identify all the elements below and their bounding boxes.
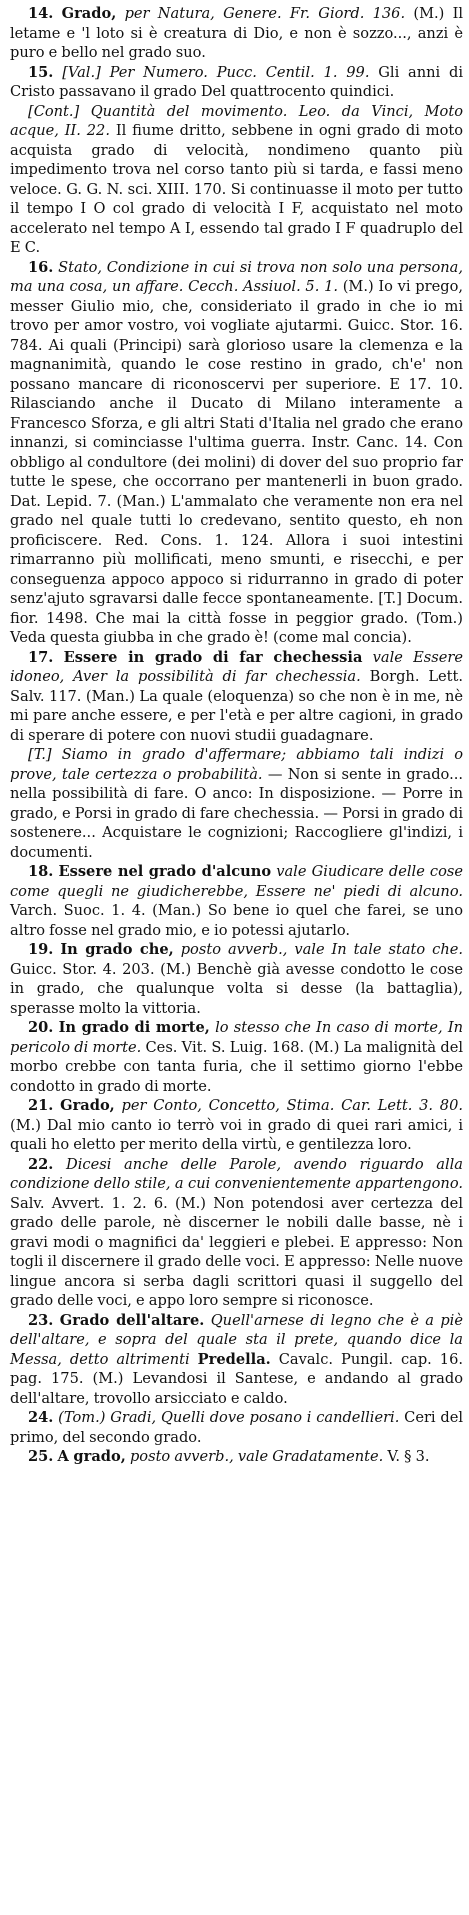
entry-headword: In grado che, [60,941,174,958]
entry-body: V. § 3. [387,1448,430,1465]
entry-definition: Dicesi anche delle Parole, avendo riguardo alla condizione dello stile, a cui convenientemente appartengono. [10,1155,464,1192]
entry-body: Il fiume dritto, sebbene in ogni grado di moto acquista grado di velocità, nondimeno quanto più impedimento trova nel corso tanto più si tarda, e fassi meno veloce. G. G. N. sci. XIII. 170. Si continuasse il moto per tutto il tempo I O col grado di velocità I F, acquistato nel moto accelerato nel tempo A I, essendo tal grado I F quadruplo del E C. [10,122,464,256]
entry-14 [10,4,463,63]
entry-number: 17. [28,648,54,666]
entry-number: 19. [28,941,54,958]
entry-number: 25. [28,1448,54,1465]
entry-number: 14. [28,5,54,22]
entry-body: (M.) Io vi prego, messer Giulio mio, che, consideriato il grado in che io mi trovo per amor vostro, voi vogliate ajutarmi. Guicc. Stor. 16. 784. Ai quali (Principi) sarà glorioso usare la clemenza e la magnanimità, quando le cose restino in grado, ch'e' non possano mancare di riconoscervi per superiore. E 17. 10. Rilasciando anche il Ducato di Milano interamente a Francesco Sforza, e gli altri Stati d'Italia nel grado che erano innanzi, si cominciasse l'ultima guerra. Instr. Canc. 14. Con obbligo al condultore (dei molini) di dover del suo proprio far tutte le spese, che occorrano per mantenerli in buon grado. Dat. Lepid. 7. (Man.) L'ammalato che veramente non era nel grado nel quale tutti lo credevano, sentito questo, eh non proficiscere. Red. Cons. 1. 124. Allora i suoi intestini rimarranno più mollificati, meno smunti, e risecchi, e per conseguenza appoco appoco si ridurranno in grado di poter senz'ajuto sgravarsi dalle fecce spontaneamente. [T.] Docum. fior. 1498. Che mai la città fosse in peggior grado. (Tom.) Veda questa giubba in che grado è! (come mal concia). [10,278,463,646]
entry-headword: A grado, [57,1448,126,1465]
entry-body: (M.) Il letame e 'l loto si è creatura di Dio, e non è sozzo..., anzi è puro e bello nel grado suo. [10,5,464,61]
entry-17 [10,648,463,746]
entry-19 [10,940,463,1018]
entry-15-cont [10,102,463,258]
entry-21 [10,1096,463,1155]
entry-number: 23. [28,1311,54,1329]
entry-definition: Stato, Condizione in cui si trova non solo una persona, ma una cosa, un affare. Cecch. Assiuol. 5. 1. [10,258,463,295]
entry-number: 22. [28,1155,54,1173]
entry-list [10,4,463,1467]
entry-synonym: Predella. [197,1350,271,1368]
entry-number: 15. [28,63,54,81]
entry-headword: In grado di morte, [58,1019,210,1036]
entry-number: 21. [28,1097,54,1114]
entry-headword: Grado, [61,5,117,22]
entry-17-tom [10,745,463,862]
entry-definition: vale Essere idoneo, Aver la possibilità di far chechessia. [10,648,463,685]
entry-headword: Essere nel grado d'alcuno [58,863,272,880]
entry-body: (M.) Dal mio canto io terrò voi in grado di quei rari amici, i quali ho eletto per merito della virtù, e gentilezza loro. [10,1116,463,1153]
entry-20 [10,1018,463,1096]
entry-body: Guicc. Stor. 4. 203. (M.) Benchè già avesse condotto le cose in grado, che qualunque volta si desse (la battaglia), sperasse molto la vittoria. [10,960,463,1017]
entry-body: Salv. Avvert. 1. 2. 6. (M.) Non potendosi aver certezza del grado delle parole, nè discerner le nobili dalle basse, nè i gravi modi o magnifici da' leggieri e plebei. E appresso: Non togli il discernere il grado delle voci. E appresso: Nelle nuove lingue ancora si serba dagli scrittori quasi il suggello del grado delle voci, e appo loro sempre si riconosce. [10,1194,463,1309]
entry-number: 20. [28,1019,54,1036]
entry-body: Ces. Vit. S. Luig. 168. (M.) La malignità del morbo crebbe con tanta furia, che il settimo giorno l'ebbe condotto in grado di morte. [10,1038,463,1095]
entry-22 [10,1155,463,1311]
entry-headword: Grado, [60,1097,115,1114]
entry-body: Ceri del primo, del secondo grado. [10,1409,464,1446]
entry-definition: vale Giudicare delle cose come quegli ne giudicherebbe, Essere ne' piedi di alcuno. [10,863,464,900]
entry-definition: Quell'arnese di legno che è a piè dell'altare, e sopra del quale sta il prete, quando dice la Messa, detto altrimenti [10,1311,463,1368]
entry-definition: per Natura, Genere. Fr. Giord. 136. [124,5,406,22]
entry-18 [10,862,463,940]
entry-body: Borgh. Lett. Salv. 117. (Man.) La quale (eloquenza) so che non è in me, nè mi pare anche essere, e per l'età e per altre cagioni, in grado di sperare di potere con nuovi studii guadagnare. [10,668,464,744]
entry-15 [10,63,463,102]
entry-definition: [T.] Siamo in grado d'affermare; abbiamo tali indizi o prove, tale certezza o probabilità. [10,746,463,783]
entry-25 [10,1447,463,1467]
entry-definition: per Conto, Concetto, Stima. Car. Lett. 3. 80. [121,1097,464,1114]
entry-body: — Non si sente in grado... nella possibilità di fare. O anco: In disposizione. — Porre in grado, e Porsi in grado di fare chechessia. — Porsi in grado di sostenere... Acquistare le cognizioni; Raccogliere gl'indizi, i documenti. [10,765,463,861]
entry-headword: Grado dell'altare. [59,1311,205,1329]
entry-definition: [Cont.] Quantità del movimento. Leo. da Vinci, Moto acque, II. 22. [10,102,463,139]
entry-definition: lo stesso che In caso di morte, In pericolo di morte. [10,1019,464,1056]
entry-definition: [Val.] Per Numero. Pucc. Centil. 1. 99. [62,63,370,81]
entry-body: Gli anni di Cristo passavano il grado Del quattrocento quindici. [10,63,464,100]
entry-number: 16. [28,258,54,276]
entry-definition: posto avverb., vale Gradatamente. [129,1448,384,1465]
entry-definition: posto avverb., vale In tale stato che. [180,941,464,958]
entry-body: Cavalc. Pungil. cap. 16. pag. 175. (M.) Levandosi il Santese, e andando al grado dell'altare, trovollo arsicciato e caldo. [10,1350,464,1407]
entry-16 [10,258,463,648]
entry-definition: (Tom.) Gradi, Quelli dove posano i candellieri. [58,1409,400,1426]
entry-headword: Essere in grado di far chechessia [63,648,363,666]
entry-body: Varch. Suoc. 1. 4. (Man.) So bene io quel che farei, se uno altro fosse nel grado mio, e io potessi ajutarlo. [10,902,463,939]
entry-number: 18. [28,863,54,880]
entry-number: 24. [28,1409,54,1426]
entry-23 [10,1311,463,1409]
entry-24 [10,1408,463,1447]
